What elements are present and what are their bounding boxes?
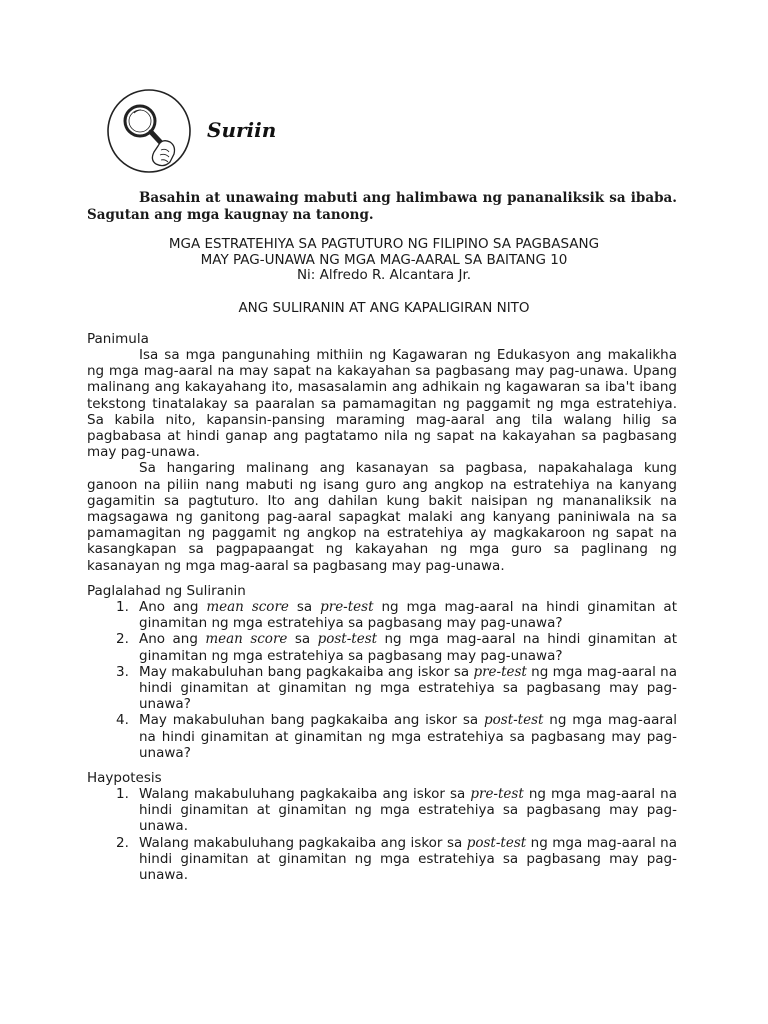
section-heading: Suriin (207, 118, 277, 142)
research-title-line2: MAY PAG-UNAWA NG MGA MAG-AARAL SA BAITANG 10 (200, 251, 568, 268)
suliranin-list (87, 599, 677, 761)
panimula-paragraph-1: Isa sa mga pangunahing mithiin ng Kagawaran ng Edukasyon ang makalikha ng mga mag-aaral na may sapat na kakayahan sa pagbasang may pag-unawa. Upang malinang ang kakayahang ito, masasalamin ang adhikain ng kagawaran sa iba't ibang tekstong tinatalakay sa paaralan sa pamamagitan ng paggamit ng mga estratehiya. Sa kabila nito, kapansin-pansing maraming mag-aaral ang tila walang hilig sa pagbabasa at hindi ganap ang pagtatamo nila ng sapat na kakayahan sa pagbasang may pag-unawa. (87, 347, 677, 461)
panimula-label: Panimula (87, 331, 149, 347)
panimula-paragraph-2: Sa hangaring malinang ang kasanayan sa pagbasa, napakahalaga kung ganoon na piliin nang mabuti ng isang guro ang angkop na estratehiya na kanyang gagamitin sa pagtuturo. Ito ang dahilan kung bakit naisipan ng mananaliksik na magsagawa ng ganitong pag-aaral sapagkat malaki ang kanyang paniniwala na sa pamamagitan ng paggamit ng angkop na estratehiya ay magkakaroon ng sapat na kasangkapan sa pagpapaangat ng kakayahan ng mga guro sa paglinang ng kasanayan ng mga mag-aaral sa pagbasang may pag-unawa. (87, 460, 677, 574)
panimula-body (87, 347, 677, 574)
list-item: 1. Walang makabuluhang pagkakaiba ang iskor sa pre-test ng mga mag-aaral na hindi ginamitan at ginamitan ng mga estratehiya sa pagbasang may pag-unawa. (116, 786, 677, 835)
suliranin-label: Paglalahad ng Suliranin (87, 583, 246, 599)
list-item: 3. May makabuluhan bang pagkakaiba ang iskor sa pre-test ng mga mag-aaral na hindi ginamitan at ginamitan ng mga estratehiya sa pagbasang may pag-unawa? (116, 663, 677, 713)
research-title-line1: MGA ESTRATEHIYA SA PAGTUTURO NG FILIPINO SA PAGBASANG (168, 236, 600, 252)
list-item: 2. Walang makabuluhang pagkakaiba ang iskor sa post-test ng mga mag-aaral na hindi ginamitan at ginamitan ng mga estratehiya sa pagbasang may pag-unawa. (116, 834, 677, 884)
list-item: 4. May makabuluhan bang pagkakaiba ang iskor sa post-test ng mga mag-aaral na hindi ginamitan at ginamitan ng mga estratehiya sa pagbasang may pag-unawa? (116, 712, 677, 761)
instruction-text: Basahin at unawaing mabuti ang halimbawa ng pananaliksik sa ibaba. Sagutan ang mga kaugnay na tanong. (87, 190, 677, 223)
haypotesis-label: Haypotesis (87, 770, 162, 786)
list-item: 1. Ano ang mean score sa pre-test ng mga mag-aaral na hindi ginamitan at ginamitan ng mga estratehiya sa pagbasang may pag-unawa? (116, 599, 677, 632)
haypotesis-list (87, 786, 677, 883)
research-author: Ni: Alfredo R. Alcantara Jr. (296, 267, 472, 283)
research-title (80, 237, 688, 284)
list-item: 2. Ano ang mean score sa post-test ng mga mag-aaral na hindi ginamitan at ginamitan ng mga estratehiya sa pagbasang may pag-unawa? (116, 631, 678, 664)
magnifying-glass-icon (106, 88, 192, 174)
chapter-title: ANG SULIRANIN AT ANG KAPALIGIRAN NITO (238, 300, 530, 316)
